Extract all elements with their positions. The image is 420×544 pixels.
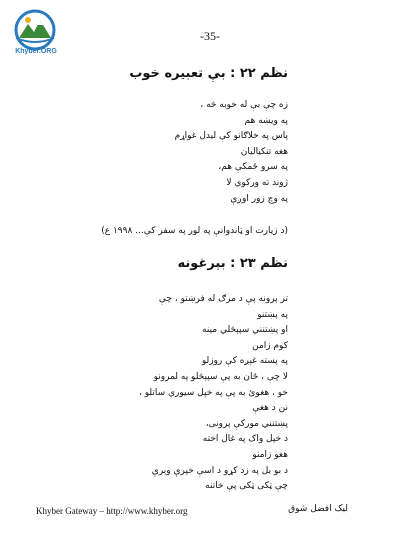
- logo-text: Khyber.ORG: [15, 48, 57, 55]
- poem-line: لا چې ، ځان به پې سپېڅلو په لمرونو: [153, 371, 288, 382]
- footer-site-link[interactable]: Khyber Gateway – http://www.khyber.org: [36, 506, 188, 516]
- poem-dateline: (د زیارت او ټاندوانې په لور په سفر کې... ۱۹۹۸ ع): [101, 226, 288, 236]
- poem-line: چې ټکی ټکی پې خاتنه: [205, 481, 288, 492]
- poem-line: د خپل واک په غال اخته: [202, 434, 288, 445]
- poem-line: هغو زامنو: [252, 449, 288, 460]
- poem-line: خو ، هغوئ به پې په خپل سيوري ساتلو ،: [138, 387, 288, 398]
- poem-line: په وچ زور اوږې: [230, 193, 288, 204]
- poem-line: کوم زامن: [252, 340, 288, 351]
- poem-title: نظم ۲۲ : بې تعبيره خوب: [129, 66, 288, 81]
- poem-body: [175, 98, 288, 207]
- poem-line: په پسته غېږه کې روزلو: [201, 356, 288, 367]
- poem-line: نن د هغې: [252, 403, 288, 414]
- footer-author: لیک افضل شوق: [288, 504, 348, 514]
- page-number: -35-: [200, 29, 220, 43]
- poem-line: ژوند ته ورکوي لا: [226, 177, 288, 188]
- poem-line: په پښتنو: [257, 309, 288, 320]
- poem-body: [139, 292, 288, 495]
- poem-line: زه چې بې له خوبه څه ،: [200, 100, 288, 110]
- poem-line: هغه تنکیالیان: [240, 146, 288, 157]
- poem-line: پښتنني مورکې پرونی،: [205, 418, 288, 429]
- poem-line: تر پرونه پې د مرګ له فرښتو ، چې: [158, 294, 288, 304]
- poem-title: نظم ۲۳ : بېرغونه: [177, 256, 288, 271]
- poem-line: د بو بل په زد کړو د اسې خپرې وېرې: [151, 465, 288, 476]
- poem-line: پاس په خلاګانو کې لیدل غواړم: [174, 131, 288, 142]
- poem-line: او پښتنني سپېڅلي مينه: [202, 325, 288, 336]
- poem-line: په سرو ځمکې هم،: [218, 162, 288, 173]
- poem-line: په ویښه هم: [244, 115, 288, 126]
